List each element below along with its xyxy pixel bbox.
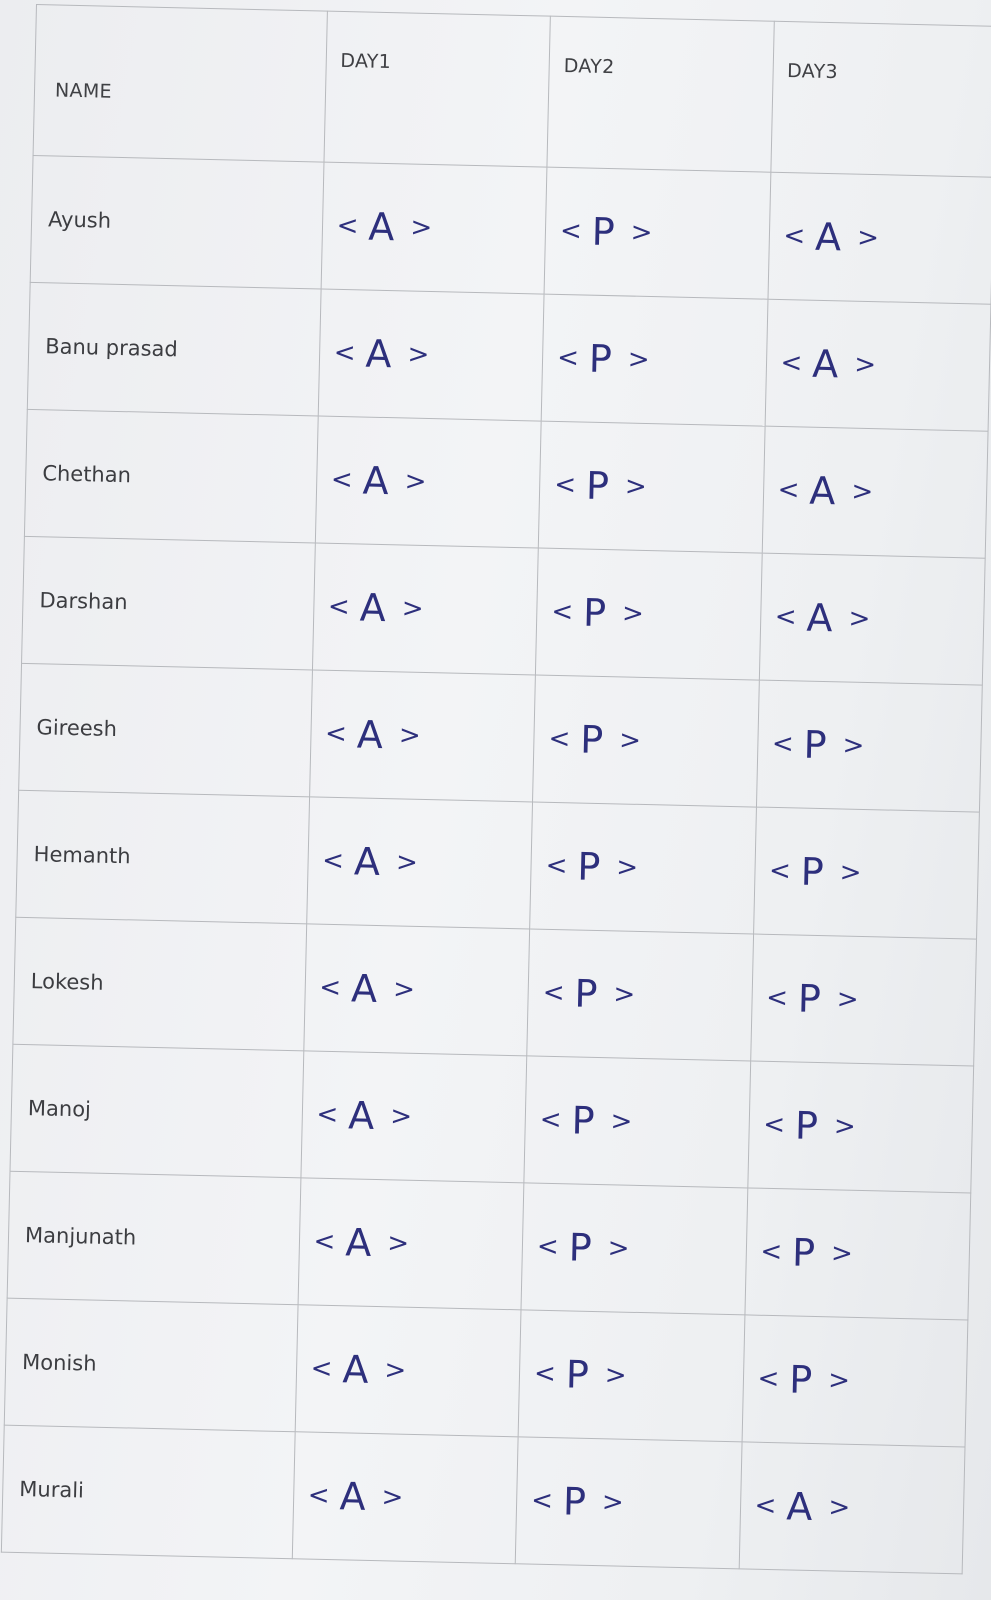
student-name: Manjunath [7, 1171, 300, 1305]
bracket-open: < [336, 210, 359, 242]
attendance-table [1, 4, 991, 1574]
bracket-close: > [398, 720, 422, 751]
attendance-mark-day1 [295, 1305, 521, 1437]
attendance-mark-day2 [524, 1056, 750, 1188]
attendance-mark-day2 [518, 1310, 744, 1442]
bracket-open: < [316, 1099, 339, 1131]
student-name: Banu prasad [27, 282, 320, 416]
bracket-close: > [830, 1238, 854, 1269]
bracket-close: > [407, 339, 430, 371]
header-day2: DAY2 [547, 16, 774, 172]
attendance-mark-day3 [762, 426, 988, 558]
mark-letter: A [808, 468, 836, 514]
mark-letter: A [814, 214, 842, 260]
bracket-close: > [853, 349, 877, 381]
bracket-close: > [384, 1355, 407, 1386]
bracket-open: < [760, 1236, 783, 1268]
bracket-close: > [410, 212, 433, 244]
attendance-mark-day3 [767, 172, 991, 304]
attendance-mark-day2 [535, 548, 761, 680]
bracket-open: < [757, 1363, 780, 1395]
attendance-mark-day1 [315, 416, 541, 548]
mark-letter: A [806, 595, 834, 641]
attendance-mark-day2 [538, 421, 764, 553]
bracket-close: > [848, 603, 871, 635]
bracket-open: < [327, 591, 351, 623]
mark-letter: P [797, 976, 822, 1022]
bracket-open: < [536, 1231, 560, 1263]
student-name: Monish [4, 1298, 297, 1432]
bracket-open: < [307, 1480, 330, 1512]
attendance-mark-day3 [739, 1442, 965, 1574]
student-name: Gireesh [19, 663, 312, 797]
mark-letter: A [353, 839, 381, 885]
mark-letter: P [591, 209, 616, 255]
mark-letter: P [568, 1225, 593, 1270]
bracket-open: < [548, 723, 571, 755]
mark-letter: P [803, 722, 828, 768]
bracket-open: < [771, 728, 795, 760]
bracket-close: > [604, 1360, 627, 1391]
attendance-mark-day1 [309, 670, 535, 802]
attendance-mark-day1 [312, 543, 538, 675]
bracket-open: < [780, 347, 803, 379]
table-row [19, 663, 983, 812]
header-row [33, 5, 991, 178]
student-name: Manoj [10, 1044, 303, 1178]
bracket-open: < [533, 1358, 557, 1390]
bracket-close: > [613, 979, 636, 1010]
attendance-mark-day2 [530, 802, 756, 934]
attendance-mark-day2 [544, 167, 770, 299]
header-day3: DAY3 [770, 21, 991, 177]
mark-letter: A [339, 1474, 367, 1519]
bracket-close: > [601, 1487, 625, 1518]
student-name: Murali [1, 1425, 294, 1559]
header-name: NAME [33, 5, 327, 163]
student-name: Ayush [30, 155, 323, 289]
bracket-open: < [333, 337, 356, 369]
table-row [27, 282, 991, 431]
bracket-open: < [530, 1485, 554, 1517]
attendance-mark-day2 [521, 1183, 747, 1315]
mark-letter: P [791, 1230, 816, 1275]
bracket-open: < [539, 1104, 562, 1136]
bracket-close: > [627, 344, 650, 376]
mark-letter: A [359, 585, 387, 631]
attendance-mark-day1 [318, 289, 544, 421]
bracket-close: > [618, 725, 642, 756]
bracket-close: > [392, 974, 416, 1005]
mark-letter: P [571, 1098, 596, 1143]
mark-letter: A [356, 712, 384, 758]
bracket-close: > [381, 1482, 404, 1513]
bracket-open: < [762, 1109, 786, 1141]
mark-letter: A [350, 966, 378, 1011]
bracket-open: < [313, 1226, 336, 1258]
table-row [24, 409, 988, 558]
attendance-mark-day1 [301, 1051, 527, 1183]
table-row [4, 1298, 968, 1447]
mark-letter: A [347, 1093, 375, 1138]
bracket-close: > [389, 1101, 413, 1132]
table-row [1, 1425, 965, 1574]
bracket-open: < [330, 464, 354, 496]
attendance-mark-day3 [765, 299, 991, 431]
student-name: Hemanth [16, 790, 309, 924]
bracket-open: < [321, 845, 345, 877]
bracket-close: > [828, 1492, 851, 1523]
bracket-close: > [615, 852, 639, 883]
mark-letter: P [582, 590, 607, 636]
table-row [30, 155, 991, 304]
bracket-open: < [319, 972, 342, 1004]
attendance-mark-day3 [756, 680, 982, 812]
bracket-open: < [553, 469, 577, 501]
bracket-close: > [833, 1111, 857, 1142]
attendance-mark-day3 [759, 553, 985, 685]
mark-letter: P [576, 844, 601, 890]
table-row [13, 917, 977, 1066]
bracket-close: > [610, 1106, 633, 1137]
attendance-mark-day2 [515, 1437, 741, 1569]
bracket-open: < [768, 855, 792, 887]
table-row [10, 1044, 974, 1193]
attendance-mark-day1 [303, 924, 529, 1056]
mark-letter: A [785, 1484, 813, 1529]
bracket-close: > [621, 598, 645, 629]
bracket-open: < [754, 1490, 777, 1522]
bracket-open: < [556, 342, 580, 374]
bracket-open: < [551, 596, 574, 628]
bracket-close: > [851, 476, 874, 508]
mark-letter: A [341, 1347, 369, 1392]
student-name: Chethan [24, 409, 317, 543]
attendance-mark-day3 [750, 934, 976, 1066]
attendance-mark-day3 [744, 1188, 970, 1320]
mark-letter: P [565, 1352, 590, 1397]
bracket-close: > [607, 1233, 630, 1264]
mark-letter: A [367, 204, 395, 250]
mark-letter: P [585, 463, 610, 509]
bracket-close: > [630, 217, 653, 249]
bracket-open: < [542, 977, 565, 1009]
bracket-close: > [856, 222, 880, 254]
attendance-mark-day2 [541, 294, 767, 426]
bracket-close: > [842, 730, 865, 761]
bracket-open: < [777, 474, 800, 506]
mark-letter: P [588, 336, 613, 382]
header-day1: DAY1 [324, 11, 551, 167]
mark-letter: P [788, 1357, 813, 1402]
bracket-close: > [836, 984, 859, 1015]
bracket-close: > [827, 1365, 851, 1396]
bracket-open: < [765, 982, 789, 1014]
bracket-open: < [783, 221, 806, 252]
attendance-mark-day2 [527, 929, 753, 1061]
bracket-close: > [387, 1228, 410, 1259]
bracket-close: > [404, 466, 427, 497]
mark-letter: P [794, 1103, 819, 1149]
bracket-open: < [310, 1353, 333, 1385]
attendance-mark-day3 [753, 807, 979, 939]
table-row [7, 1171, 971, 1320]
bracket-close: > [839, 857, 862, 888]
student-name: Darshan [22, 536, 315, 670]
bracket-open: < [774, 601, 797, 633]
mark-letter: P [574, 971, 598, 1016]
mark-letter: P [800, 849, 825, 895]
mark-letter: P [579, 717, 604, 763]
mark-letter: A [365, 331, 393, 377]
attendance-mark-day3 [742, 1315, 968, 1447]
table-row [22, 536, 986, 685]
mark-letter: A [362, 458, 390, 504]
mark-letter: P [562, 1479, 587, 1524]
mark-letter: A [344, 1220, 372, 1265]
mark-letter: A [811, 341, 839, 387]
attendance-mark-day1 [292, 1432, 518, 1564]
attendance-mark-day1 [298, 1178, 524, 1310]
attendance-mark-day3 [747, 1061, 973, 1193]
bracket-open: < [559, 215, 583, 247]
attendance-mark-day1 [306, 797, 532, 929]
student-name: Lokesh [13, 917, 306, 1051]
bracket-open: < [324, 718, 348, 750]
attendance-mark-day2 [533, 675, 759, 807]
table-row [16, 790, 980, 939]
bracket-close: > [395, 847, 419, 878]
bracket-open: < [545, 850, 568, 882]
attendance-mark-day1 [321, 162, 547, 294]
bracket-close: > [401, 593, 424, 624]
bracket-close: > [624, 471, 648, 502]
